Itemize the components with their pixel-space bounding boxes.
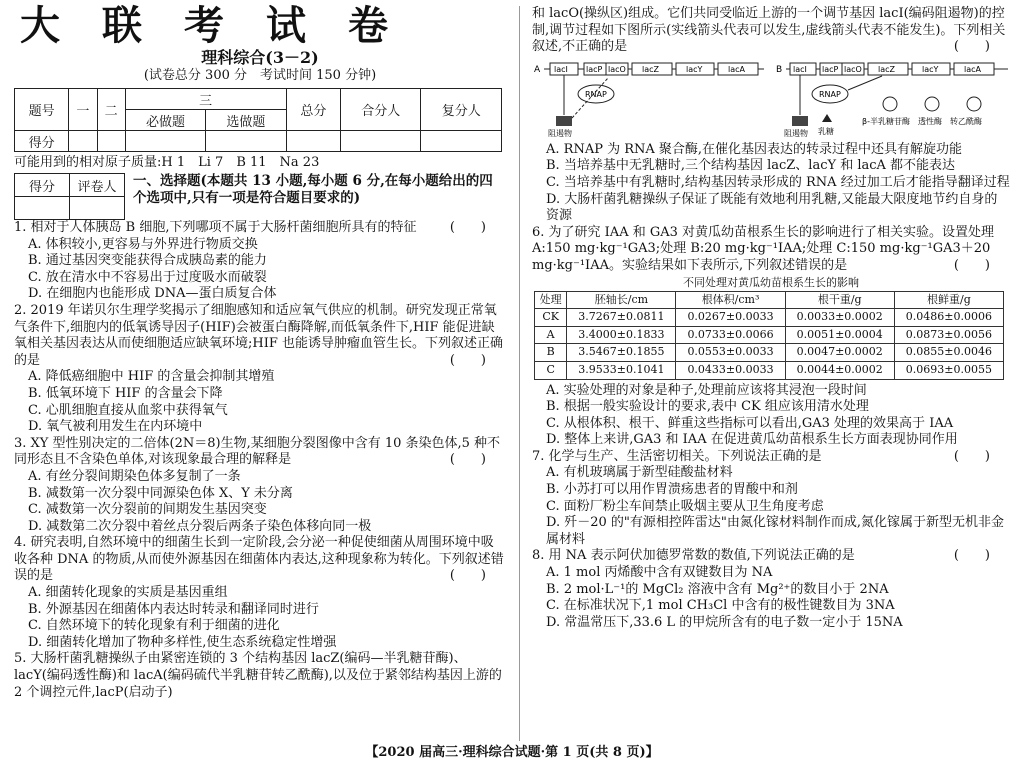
score-cell[interactable] [69,131,97,152]
score-cell[interactable] [421,131,502,152]
svg-text:lacA: lacA [728,64,745,74]
section-instructions: 一、选择题(本题共 13 小题,每小题 6 分,在每小题给出的四个选项中,只有一项是符合题目要求的) [133,173,493,206]
grader-score-cell[interactable] [15,197,70,220]
svg-text:lacY: lacY [686,64,703,74]
score-cell[interactable] [97,131,125,152]
answer-bracket: ( ) [449,568,486,584]
table-cell: 0.0267±0.0033 [676,309,785,327]
repressor-b-label: 阻遏物 [784,128,808,138]
exam-subtitle: 理科综合(3－2) [201,48,319,67]
enzyme-shape-1 [883,97,897,111]
option-b: B. 外源基因在细菌体内表达时转录和翻译同时进行 [28,601,319,617]
score-cell[interactable] [206,131,286,152]
option-c: C. 自然环境下的转化现象有利于细菌的进化 [28,618,280,634]
question-7 [532,449,1010,549]
table-cell: C [535,361,567,379]
left-column [14,0,506,701]
answer-bracket: ( ) [449,452,486,468]
svg-text:lacA: lacA [964,64,981,74]
question-stem: 6. 为了研究 IAA 和 GA3 对黄瓜幼苗根系生长的影响进行了相关实验。设置处理 A:150 mg·kg⁻¹GA3;处理 B:20 mg·kg⁻¹IAA;处理 C:150 mg·kg⁻¹GA3＋20 mg·kg⁻¹IAA。实验结果如下表所示,下列叙述错误的是 [532,224,995,273]
option-c: C. 放在清水中不容易出于过度吸水而破裂 [28,269,267,285]
lac-operon-diagram [532,60,1010,138]
score-cell[interactable] [341,131,421,152]
option-a: A. 体积较小,更容易与外界进行物质交换 [28,236,258,252]
question-1 [14,220,506,303]
option-c: C. 从根体积、根干、鲜重这些指标可以看出,GA3 处理的效果高于 IAA [546,415,954,431]
svg-text:lacZ: lacZ [642,64,660,74]
svg-text:lacO: lacO [844,64,862,74]
exam-title: 大联考试卷 [20,2,430,49]
rnap-b-label: RNAP [819,89,841,99]
option-a: A. 有丝分裂间期染色体多复制了一条 [28,468,241,484]
right-column [532,0,1010,631]
gene-lacI-b [790,63,816,75]
svg-text:lacI: lacI [793,64,807,74]
repressor-b-shape [792,116,808,126]
table-header: 根鲜重/g [894,291,1003,309]
table-cell: 0.0044±0.0002 [785,361,894,379]
lactose-shape [822,114,832,122]
question-4 [14,535,506,651]
experiment-table [534,291,1004,380]
option-a: A. 1 mol 丙烯酸中含有双键数目为 NA [546,565,773,581]
option-a: A. RNAP 为 RNA 聚合酶,在催化基因表达的转录过程中还具有解旋功能 [546,141,963,157]
atomic-mass-note: 可能用到的相对原子质量:H 1 Li 7 B 11 Na 23 [14,155,320,170]
score-col-total: 总分 [286,89,340,131]
exam-meta: (试卷总分 300 分 考试时间 150 分钟) [143,68,377,83]
score-subcol-optional: 选做题 [206,110,286,131]
lactose-label: 乳糖 [818,126,834,136]
option-d: D. 减数第二次分裂中着丝点分裂后两条子染色体移向同一极 [28,518,372,534]
score-cell[interactable] [125,131,205,152]
column-divider [519,6,520,741]
table-cell: 0.0733±0.0066 [676,326,785,344]
rnap-a-label: RNAP [585,89,607,99]
gene-lacA-a [718,63,758,75]
table-header: 根干重/g [785,291,894,309]
svg-text:lacZ: lacZ [878,64,896,74]
table-cell: 3.4000±0.1833 [567,326,676,344]
option-d: D. 常温常压下,33.6 L 的甲烷所含有的电子数一定小于 15NA [546,614,903,630]
gene-lacO-b [842,63,864,75]
table-cell: 0.0873±0.0056 [894,326,1003,344]
grader-table [14,173,125,220]
question-stem: 7. 化学与生产、生活密切相关。下列说法正确的是 [532,448,822,464]
option-b: B. 根据一般实验设计的要求,表中 CK 组应该用清水处理 [546,399,869,415]
table-cell: B [535,344,567,362]
table-row [535,361,1004,379]
operon-svg [532,60,1010,138]
option-b: B. 低氧环境下 HIF 的含量会下降 [28,385,223,401]
question-6 [532,225,1010,449]
option-d: D. 整体上来讲,GA3 和 IAA 在促进黄瓜幼苗根系生长方面表现协同作用 [546,432,958,448]
score-cell[interactable] [286,131,340,152]
table-cell: 3.5467±0.1855 [567,344,676,362]
question-5-options [532,142,1010,225]
question-stem: 4. 研究表明,自然环境中的细菌生长到一定阶段,会分泌一种促使细菌从周围环境中吸收各种 DNA 的物质,从而使外源基因在细菌体内表达,这种现象称为转化。下列叙述错误的是 [14,535,504,584]
table-header: 胚轴长/cm [567,291,676,309]
grader-reviewer-cell[interactable] [70,197,125,220]
table-cell: 3.9533±0.1041 [567,361,676,379]
table-header: 根体积/cm³ [676,291,785,309]
panel-b-label: B [776,64,783,75]
question-3 [14,436,506,536]
answer-bracket: ( ) [953,257,990,273]
table-cell: A [535,326,567,344]
gene-lacP-b [820,63,842,75]
score-col-1: 一 [69,89,97,131]
option-c: C. 当培养基中有乳糖时,结构基因转录形成的 RNA 经过加工后才能指导翻译过程 [546,174,1010,190]
answer-bracket: ( ) [953,448,990,464]
score-subcol-required: 必做题 [125,110,205,131]
table-cell: CK [535,309,567,327]
answer-bracket: ( ) [449,352,486,368]
score-col-rechecker: 复分人 [421,89,502,131]
score-table-score-label: 得分 [15,131,69,152]
question-2 [14,303,506,436]
option-b: B. 通过基因突变能获得合成胰岛素的能力 [28,253,267,269]
option-b: B. 减数第一次分裂中同源染色体 X、Y 未分离 [28,485,293,501]
option-a: A. 有机玻璃属于新型硅酸盐材料 [546,465,733,481]
option-c: C. 面粉厂粉尘车间禁止吸烟主要从卫生角度考虑 [546,498,824,514]
table-row [535,309,1004,327]
table-cell: 0.0051±0.0004 [785,326,894,344]
enzymes-label: β-半乳糖苷酶 透性酶 转乙酰酶 [862,116,982,126]
gene-lacI-a [550,63,578,75]
score-table [14,88,502,152]
question-stem: 5. 大肠杆菌乳糖操纵子由紧密连锁的 3 个结构基因 lacZ(编码—半乳糖苷酶)、lacY(编码透性酶)和 lacA(编码硫代半乳糖苷转乙酰酶),以及位于紧邻结构基因上游的 2 个调控元件,lacP(启动子) [14,651,502,700]
grader-reviewer-label: 评卷人 [70,174,125,197]
option-b: B. 小苏打可以用作胃溃疡患者的胃酸中和剂 [546,482,798,498]
option-d: D. 歼－20 的"有源相控阵雷达"由氮化镓材料制作而成,氮化镓属于新型无机非金属材料 [546,515,1004,547]
svg-text:lacI: lacI [554,64,568,74]
option-c: C. 心肌细胞直接从血浆中获得氧气 [28,402,228,418]
option-d: D. 在细胞内也能形成 DNA—蛋白质复合体 [28,286,277,302]
svg-text:lacP: lacP [586,64,603,74]
option-c: C. 在标准状况下,1 mol CH₃Cl 中含有的极性键数目为 3NA [546,598,895,614]
option-d: D. 细菌转化增加了物种多样性,使生态系统稳定性增强 [28,634,337,650]
gene-lacY-a [676,63,714,75]
table-cell: 0.0047±0.0002 [785,344,894,362]
enzyme-shape-3 [967,97,981,111]
gene-lacO-a [606,63,628,75]
page-footer: 【2020 届高三·理科综合试题·第 1 页(共 8 页)】 [365,745,659,760]
option-b: B. 2 mol·L⁻¹的 MgCl₂ 溶液中含有 Mg²⁺的数目小于 2NA [546,581,889,597]
svg-text:lacP: lacP [822,64,839,74]
question-5-cont [532,6,1010,56]
table-row [535,326,1004,344]
option-b: B. 当培养基中无乳糖时,三个结构基因 lacZ、lacY 和 lacA 都不能表达 [546,158,956,174]
score-table-row-label: 题号 [15,89,69,131]
option-c: C. 减数第一次分裂前的间期发生基因突变 [28,502,267,518]
option-a: A. 实验处理的对象是种子,处理前应该将其浸泡一段时间 [546,382,867,398]
question-stem: 1. 相对于人体胰岛 B 细胞,下列哪项不属于大肠杆菌细胞所具有的特征 [14,220,417,235]
table-cell: 0.0033±0.0002 [785,309,894,327]
option-d: D. 氧气被利用发生在内环境中 [28,419,203,435]
table-cell: 0.0553±0.0033 [676,344,785,362]
arrow-b [848,76,882,90]
answer-bracket: ( ) [449,220,486,235]
option-a: A. 细菌转化现象的实质是基因重组 [28,585,228,601]
table-header: 处理 [535,291,567,309]
question-stem: 2. 2019 年诺贝尔生理学奖揭示了细胞感知和适应氧气供应的机制。研究发现正常氧气条件下,细胞内的低氧诱导因子(HIF)会被蛋白酶降解,而低氧条件下,HIF 能促进缺氧相关基因表达从而使细胞适应缺氧环境;HIF 也能诱导肿瘤血管生长。下列叙述正确的是 [14,302,504,368]
enzyme-shape-2 [925,97,939,111]
gene-lacA-b [954,63,994,75]
svg-text:lacO: lacO [608,64,626,74]
table-cell: 0.0486±0.0006 [894,309,1003,327]
section-header [14,173,506,220]
table-cell: 0.0693±0.0055 [894,361,1003,379]
table-row [535,344,1004,362]
question-stem: 3. XY 型性别决定的二倍体(2N＝8)生物,某细胞分裂图像中含有 10 条染色体,5 种不同形态且不含染色单体,对该现象最合理的解释是 [14,435,501,468]
table-cell: 0.0855±0.0046 [894,344,1003,362]
repressor-a-label: 阻遏物 [548,128,572,138]
question-5-start [14,651,506,701]
experiment-table-title: 不同处理对黄瓜幼苗根系生长的影响 [683,275,859,289]
gene-lacZ-b [868,63,908,75]
gene-lacZ-a [632,63,672,75]
question-stem: 8. 用 NA 表示阿伏加德罗常数的数值,下列说法正确的是 [532,548,855,564]
gene-lacP-a [584,63,606,75]
repressor-a-shape [556,116,572,126]
score-col-summer: 合分人 [341,89,421,131]
option-a: A. 降低癌细胞中 HIF 的含量会抑制其增殖 [28,369,275,385]
question-stem: 和 lacO(操纵区)组成。它们共同受临近上游的一个调节基因 lacI(编码阻遏物)的控制,调节过程如下图所示(实线箭头代表可以发生,虚线箭头代表不能发生)。下列相关叙述,不正确的是 [532,6,1006,55]
gene-lacY-b [912,63,950,75]
question-8 [532,548,1010,631]
answer-bracket: ( ) [953,39,990,55]
score-col-3: 三 [125,89,286,110]
grader-score-label: 得分 [15,174,70,197]
panel-a-label: A [534,64,541,75]
table-cell: 0.0433±0.0033 [676,361,785,379]
option-d: D. 大肠杆菌乳糖操纵子保证了既能有效地利用乳糖,又能最大限度地节约自身的资源 [546,191,998,224]
table-cell: 3.7267±0.0811 [567,309,676,327]
score-col-2: 二 [97,89,125,131]
answer-bracket: ( ) [953,548,990,564]
svg-text:lacY: lacY [922,64,939,74]
